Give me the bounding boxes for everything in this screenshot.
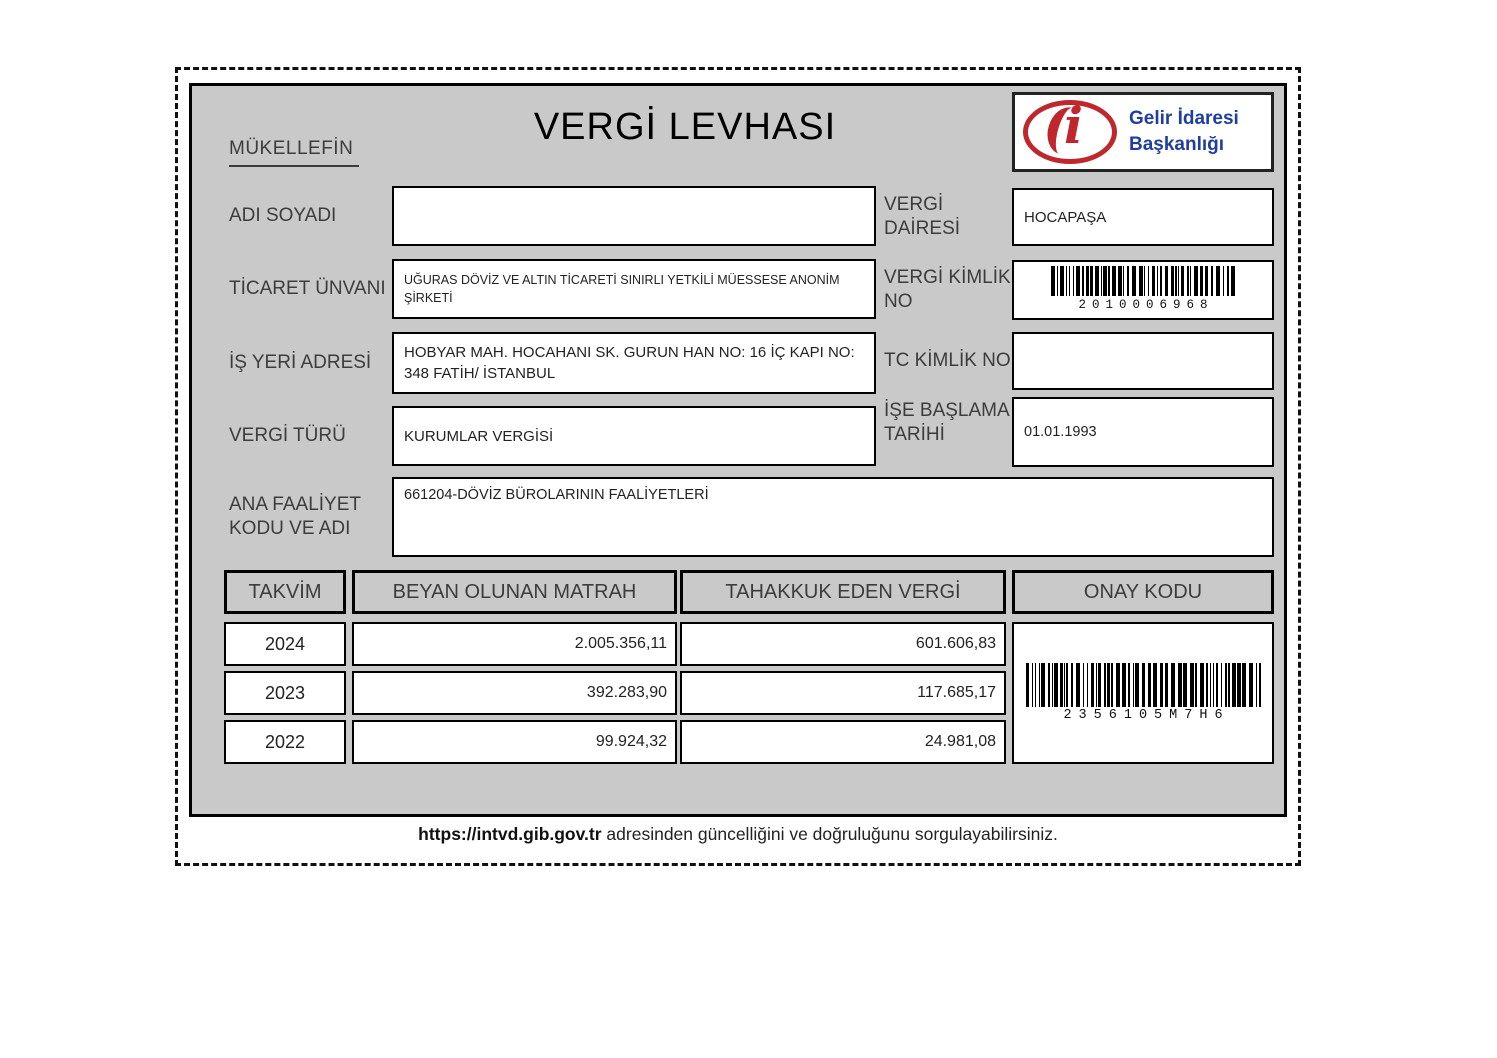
gib-logo: [1012, 92, 1274, 172]
table-header-takvim: TAKVİM: [224, 570, 346, 614]
gib-logo-text: [1129, 106, 1239, 157]
table-row-vergi: 601.606,83: [680, 622, 1006, 666]
field-adi-soyadi: [392, 186, 876, 246]
table-row-matrah: 392.283,90: [352, 671, 677, 715]
page-title: VERGİ LEVHASI: [533, 106, 837, 148]
table-header-vergi: TAHAKKUK EDEN VERGİ: [680, 570, 1006, 614]
table-row-vergi: 117.685,17: [680, 671, 1006, 715]
label-vergi-kimlik-no: VERGİ KİMLİK NO: [884, 267, 1011, 312]
gib-logo-line1: Gelir İdaresi: [1129, 108, 1239, 130]
label-vergi-dairesi: VERGİ DAİRESİ: [884, 194, 961, 239]
vergi-kimlik-barcode: [1051, 266, 1236, 296]
onay-kodu-barcode: [1026, 663, 1261, 707]
label-ise-baslama-tarihi: İŞE BAŞLAMA TARİHİ: [884, 400, 1009, 445]
field-ticaret-unvani: UĞURAS DÖVİZ VE ALTIN TİCARETİ SINIRLI YETKİLİ MÜESSESE ANONİM ŞİRKETİ: [392, 259, 876, 319]
table-row-vergi: 24.981,08: [680, 720, 1006, 764]
label-ticaret-unvani: TİCARET ÜNVANI: [229, 278, 386, 300]
table-header-matrah: BEYAN OLUNAN MATRAH: [352, 570, 677, 614]
field-vergi-kimlik-no: [1012, 260, 1274, 320]
verification-text: adresinden güncelliğini ve doğruluğunu sorgulayabilirsiniz.: [601, 824, 1058, 844]
verification-url: https://intvd.gib.gov.tr: [418, 824, 602, 844]
onay-kodu-barcode-text: 2356105M7H6: [1063, 708, 1230, 723]
vergi-kimlik-barcode-text: 2010006968: [1078, 297, 1214, 312]
field-ise-baslama-tarihi: 01.01.1993: [1012, 397, 1274, 467]
field-onay-kodu: [1012, 622, 1274, 764]
field-ana-faaliyet: 661204-DÖVİZ BÜROLARININ FAALİYETLERİ: [392, 477, 1274, 557]
label-vergi-turu: VERGİ TÜRÜ: [229, 425, 346, 447]
table-row-year: 2024: [224, 622, 346, 666]
taxpayer-section-label: MÜKELLEFİN: [229, 138, 359, 167]
verification-note: [178, 824, 1298, 845]
field-is-yeri-adresi: HOBYAR MAH. HOCAHANI SK. GURUN HAN NO: 16 İÇ KAPI NO: 348 FATİH/ İSTANBUL: [392, 332, 876, 394]
table-row-matrah: 99.924,32: [352, 720, 677, 764]
label-adi-soyadi: ADI SOYADI: [229, 205, 337, 227]
field-tc-kimlik-no: [1012, 332, 1274, 390]
table-row-year: 2023: [224, 671, 346, 715]
gib-emblem-icon: [1023, 96, 1117, 164]
label-is-yeri-adresi: İŞ YERİ ADRESİ: [229, 352, 372, 374]
tax-plate-sheet: [189, 83, 1287, 817]
gib-logo-line2: Başkanlığı: [1129, 134, 1225, 155]
field-vergi-turu: KURUMLAR VERGİSİ: [392, 406, 876, 466]
field-vergi-dairesi: HOCAPAŞA: [1012, 188, 1274, 246]
letter-i-glyph: i: [1064, 96, 1083, 155]
label-tc-kimlik-no: TC KİMLİK NO: [884, 350, 1011, 372]
table-header-onay: ONAY KODU: [1012, 570, 1274, 614]
table-row-year: 2022: [224, 720, 346, 764]
tax-plate-document: [175, 67, 1301, 866]
label-ana-faaliyet: ANA FAALİYET KODU VE ADI: [229, 494, 361, 539]
table-row-matrah: 2.005.356,11: [352, 622, 677, 666]
